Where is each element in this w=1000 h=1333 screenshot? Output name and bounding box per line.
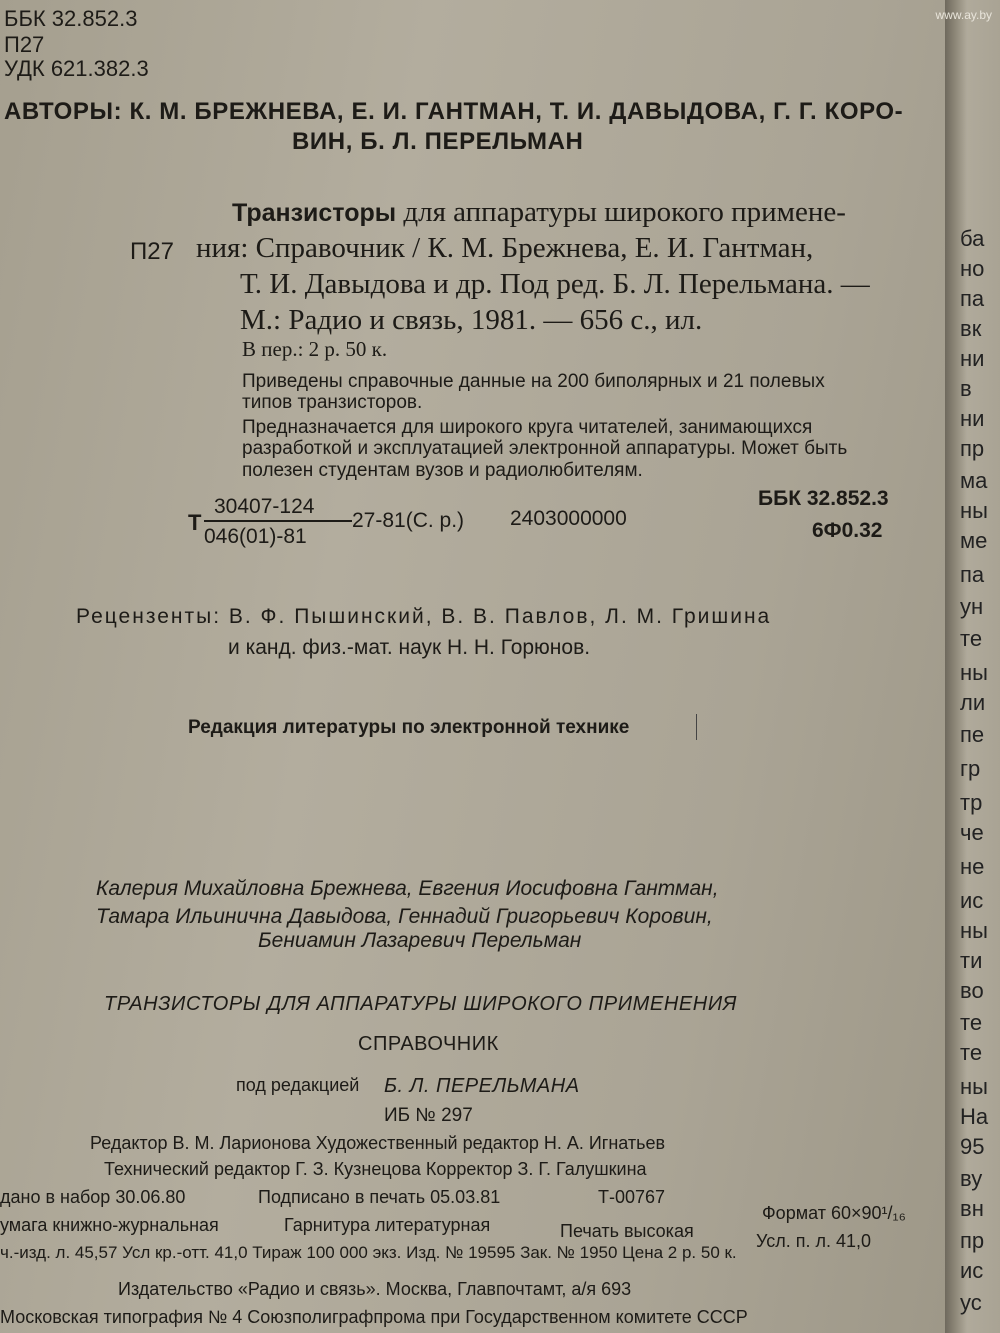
watermark: www.ay.by <box>935 8 992 22</box>
edge-fragment: вн <box>960 1196 984 1221</box>
formula-letter: Т <box>188 510 202 535</box>
edge-fragment: но <box>960 256 985 281</box>
edge-fragment: те <box>960 626 983 651</box>
edge-fragment: гр <box>960 756 981 781</box>
edge-fragment: в <box>960 376 972 401</box>
edge-fragment: пр <box>960 436 985 461</box>
udk-code: УДК 621.382.3 <box>4 56 149 81</box>
edge-fragment: ны <box>960 660 988 685</box>
edge-fragment: ны <box>960 918 988 943</box>
reviewers-line-1 <box>76 606 771 627</box>
imprint-printer: Московская типография № 4 Союзполиграфпрома при Государственном комитете СССР <box>0 1307 748 1327</box>
edge-fragment: те <box>960 1040 983 1065</box>
editorial-office: Редакция литературы по электронной технике <box>188 717 630 738</box>
edge-fragment: 95 <box>960 1134 985 1159</box>
ib-number: ИБ № 297 <box>384 1105 473 1126</box>
edge-fragment: ли <box>960 690 986 715</box>
edge-fragment: вк <box>960 316 982 341</box>
annotation-line-4: разработкой и эксплуатацией электронной аппаратуры. Может быть <box>242 438 848 459</box>
reviewers-line-2: и канд. физ.-мат. наук Н. Н. Горюнов. <box>228 636 591 659</box>
full-names-line-2: Тамара Ильинична Давыдова, Геннадий Григорьевич Коровин, <box>96 905 713 928</box>
edge-fragment: тр <box>960 790 983 815</box>
edited-by-label: под редакцией <box>236 1075 360 1095</box>
annotation-line-3: Предназначается для широкого круга читателей, занимающихся <box>242 417 813 438</box>
imprint-format: Формат 60×90¹/₁₆ <box>762 1203 906 1223</box>
edge-fragment: ус <box>960 1290 982 1315</box>
authors-line-1: АВТОРЫ: К. М. БРЕЖНЕВА, Е. И. ГАНТМАН, Т. И. ДАВЫДОВА, Г. Г. КОРО- <box>4 98 904 125</box>
edge-fragment: ву <box>960 1166 983 1191</box>
catalog-price: В пер.: 2 р. 50 к. <box>242 337 388 361</box>
edge-fragment: ун <box>960 594 984 619</box>
formula-rest: 27-81(С. р.) <box>352 509 465 532</box>
catalog-line-4: М.: Радио и связь, 1981. — 656 с., ил. <box>240 304 703 336</box>
imprint-printing: Печать высокая <box>560 1221 694 1241</box>
edge-fragment: ти <box>960 948 983 973</box>
reviewers-text: Рецензенты: В. Ф. Пышинский, В. В. Павлов, Л. М. Гришина <box>76 605 772 628</box>
formula-bbk: ББК 32.852.3 <box>758 487 889 510</box>
edge-fragment: ны <box>960 1074 988 1099</box>
formula-number: 2403000000 <box>510 507 627 530</box>
imprint-paper: умага книжно-журнальная <box>0 1215 219 1235</box>
edge-fragment: во <box>960 978 984 1003</box>
edge-fragment: На <box>960 1104 989 1129</box>
edge-fragment: те <box>960 1010 983 1035</box>
bbk-code: ББК 32.852.3 <box>4 6 138 31</box>
edge-fragment: пе <box>960 722 985 747</box>
adjacent-page-fragments <box>960 0 1000 1333</box>
edge-fragment: ис <box>960 1258 984 1283</box>
edited-by-name: Б. Л. ПЕРЕЛЬМАНА <box>384 1075 580 1097</box>
annotation-line-1: Приведены справочные данные на 200 биполярных и 21 полевых <box>242 371 825 392</box>
full-names-line-1: Калерия Михайловна Брежнева, Евгения Иосифовна Гантман, <box>96 877 719 900</box>
fraction-bar <box>204 520 352 522</box>
classification-code: П27 <box>4 32 45 57</box>
full-names-line-3: Бениамин Лазаревич Перельман <box>258 929 582 952</box>
imprint-editors: Редактор В. М. Ларионова Художественный редактор Н. А. Игнатьев <box>90 1133 666 1153</box>
edge-fragment: па <box>960 562 985 587</box>
pencil-mark <box>696 714 697 740</box>
catalog-title-rest: для аппаратуры широкого примене- <box>396 196 846 228</box>
edge-fragment: ны <box>960 498 988 523</box>
edge-fragment: па <box>960 286 985 311</box>
formula-denominator: 046(01)-81 <box>204 525 307 548</box>
imprint-circulation: ч.-изд. л. 45,57 Усл кр.-отт. 41,0 Тираж 100 000 экз. Изд. № 19595 Зак. № 1950 Цена 2 р. 50 к. <box>0 1243 737 1262</box>
edge-fragment: ис <box>960 888 984 913</box>
catalog-code: П27 <box>130 238 174 265</box>
edge-fragment: ни <box>960 346 985 371</box>
imprint-tech-editor: Технический редактор Г. З. Кузнецова Корректор З. Г. Галушкина <box>104 1159 647 1179</box>
imprint-sheets: Усл. п. л. 41,0 <box>756 1231 872 1251</box>
edge-fragment: ни <box>960 406 985 431</box>
book-subtitle: СПРАВОЧНИК <box>358 1033 499 1055</box>
formula-numerator: 30407-124 <box>214 495 315 518</box>
edge-fragment: не <box>960 854 985 879</box>
edge-fragment: че <box>960 820 984 845</box>
catalog-line-2: ния: Справочник / К. М. Брежнева, Е. И. Гантман, <box>196 232 814 264</box>
annotation-line-5: полезен студентам вузов и радиолюбителям. <box>242 460 643 481</box>
imprint-signed-date: Подписано в печать 05.03.81 <box>258 1187 501 1207</box>
edge-fragment: пр <box>960 1228 985 1253</box>
imprint-publisher: Издательство «Радио и связь». Москва, Главпочтамт, а/я 693 <box>118 1279 632 1299</box>
edge-fragment: ме <box>960 528 988 553</box>
imprint-typeface: Гарнитура литературная <box>284 1215 491 1235</box>
annotation-line-2: типов транзисторов. <box>242 392 423 413</box>
imprint-typeset-date: дано в набор 30.06.80 <box>0 1187 186 1207</box>
imprint-code: Т-00767 <box>598 1187 666 1207</box>
catalog-title-line-1 <box>232 198 846 227</box>
authors-line-2: ВИН, Б. Л. ПЕРЕЛЬМАН <box>292 128 584 155</box>
book-title: ТРАНЗИСТОРЫ ДЛЯ АППАРАТУРЫ ШИРОКОГО ПРИМЕНЕНИЯ <box>104 993 737 1015</box>
edge-fragment: ба <box>960 226 985 251</box>
edge-fragment: ма <box>960 468 988 493</box>
catalog-title-bold: Транзисторы <box>232 199 397 227</box>
catalog-line-3: Т. И. Давыдова и др. Под ред. Б. Л. Перельмана. — <box>240 268 870 300</box>
formula-bbk-2: 6Ф0.32 <box>812 519 883 542</box>
